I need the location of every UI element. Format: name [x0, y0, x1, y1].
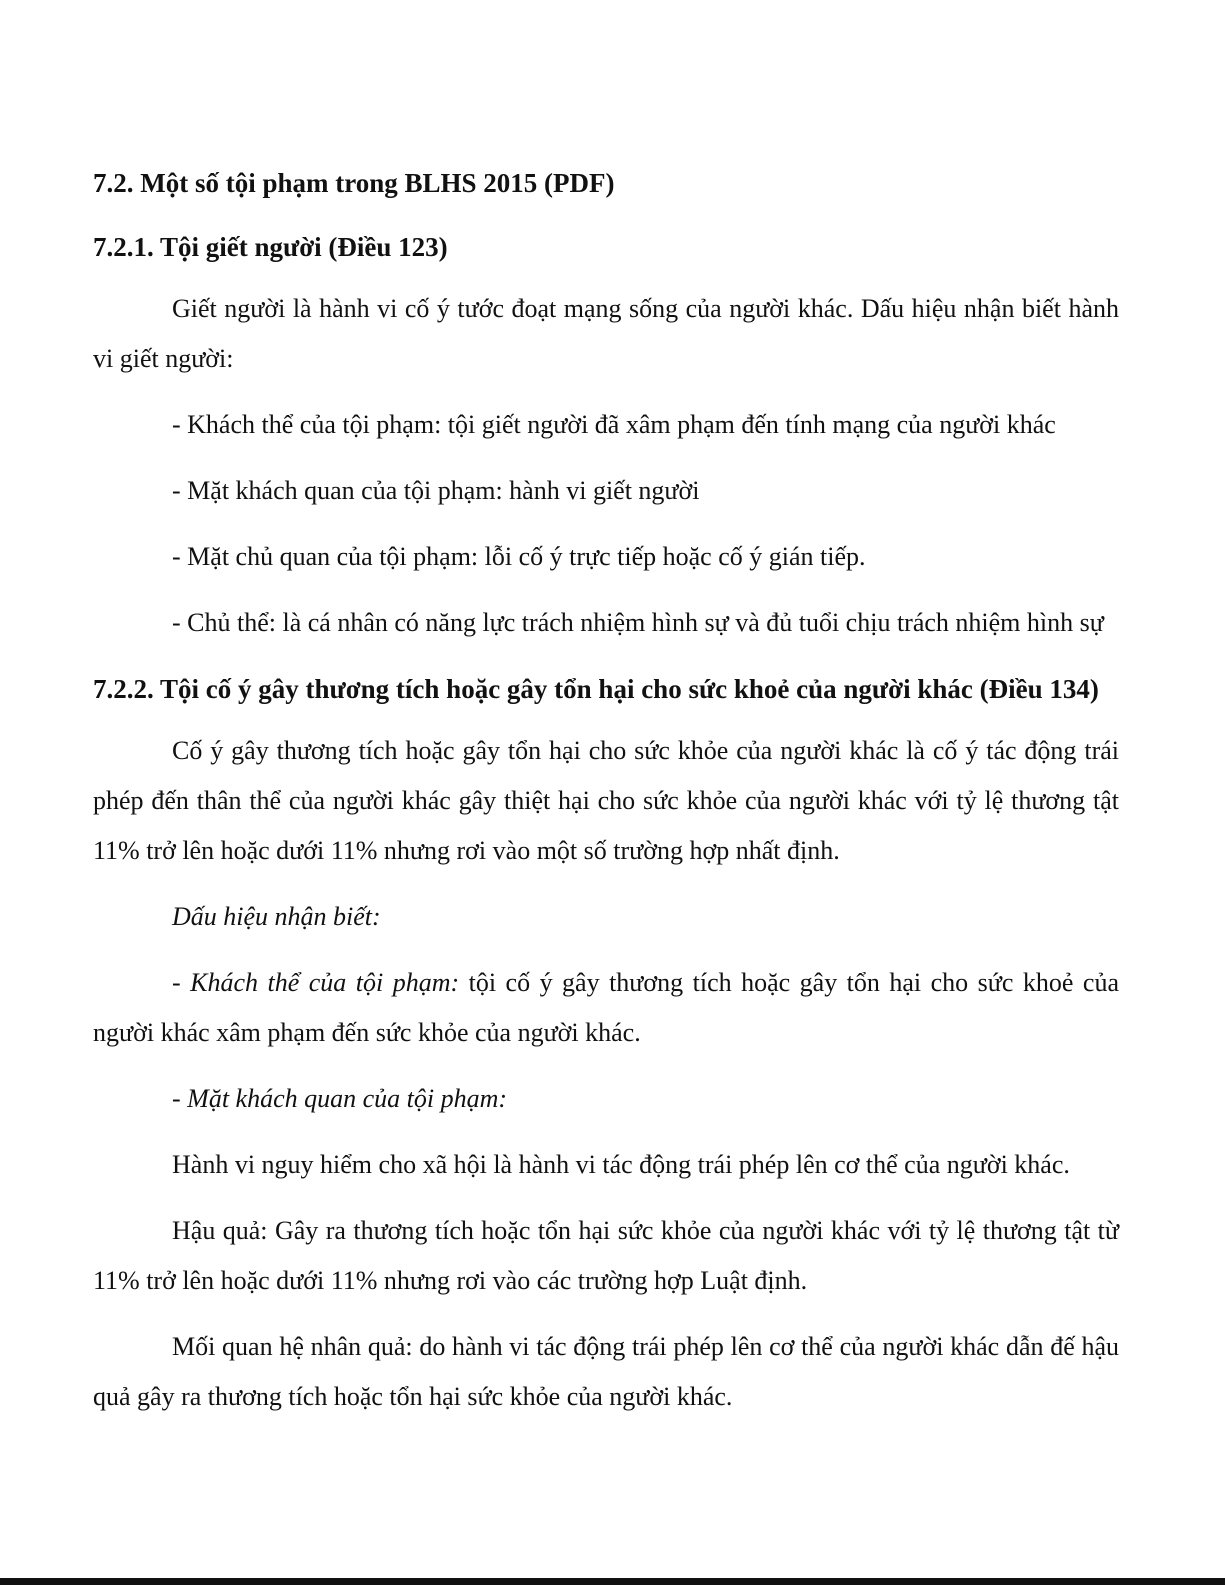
injury-paragraph-consequence: Hậu quả: Gây ra thương tích hoặc tổn hại sức khỏe của người khác với tỷ lệ thương tật từ 11% trở lên hoặc dưới 11% nhưng rơi vào các trường hợp Luật định.	[93, 1216, 1119, 1295]
injury-heading: 7.2.2. Tội cố ý gây thương tích hoặc gây tổn hại cho sức khoẻ của người khác (Điều 134)	[93, 674, 1099, 704]
page-bottom-rule	[0, 1578, 1225, 1585]
injury-object-text: tội cố ý gây thương tích hoặc gây tổn hại cho sức khoẻ của người khác xâm phạm đến sức khỏe của người khác.	[93, 968, 1119, 1047]
injury-object-paragraph	[93, 958, 1119, 1058]
murder-item-object: - Khách thể của tội phạm: tội giết người đã xâm phạm đến tính mạng của người khác	[172, 410, 1056, 439]
document-page	[93, 158, 1119, 1438]
injury-signs-label: Dấu hiệu nhận biết:	[172, 902, 381, 931]
injury-intro: Cố ý gây thương tích hoặc gây tổn hại cho sức khỏe của người khác là cố ý tác động trái phép đến thân thể của người khác gây thiệt hại cho sức khỏe của người khác với tỷ lệ thương tật 11% trở lên hoặc dưới 11% nhưng rơi vào một số trường hợp nhất định.	[93, 736, 1119, 865]
section-title: 7.2. Một số tội phạm trong BLHS 2015 (PDF)	[93, 168, 615, 198]
injury-paragraph-causation: Mối quan hệ nhân quả: do hành vi tác động trái phép lên cơ thể của người khác dẫn đế hậu quả gây ra thương tích hoặc tổn hại sức khỏe của người khác.	[93, 1332, 1119, 1411]
murder-item-objective: - Mặt khách quan của tội phạm: hành vi giết người	[172, 476, 700, 505]
murder-item-subjective: - Mặt chủ quan của tội phạm: lỗi cố ý trực tiếp hoặc cố ý gián tiếp.	[172, 542, 866, 571]
injury-objective-label: - Mặt khách quan của tội phạm:	[172, 1084, 508, 1113]
murder-intro: Giết người là hành vi cố ý tước đoạt mạng sống của người khác. Dấu hiệu nhận biết hành vi giết người:	[93, 294, 1119, 373]
murder-heading: 7.2.1. Tội giết người (Điều 123)	[93, 232, 448, 262]
injury-object-label: - Khách thể của tội phạm:	[172, 968, 460, 997]
injury-paragraph-act: Hành vi nguy hiểm cho xã hội là hành vi tác động trái phép lên cơ thể của người khác.	[172, 1150, 1070, 1179]
murder-item-subject: - Chủ thể: là cá nhân có năng lực trách nhiệm hình sự và đủ tuổi chịu trách nhiệm hình sự	[172, 608, 1104, 637]
